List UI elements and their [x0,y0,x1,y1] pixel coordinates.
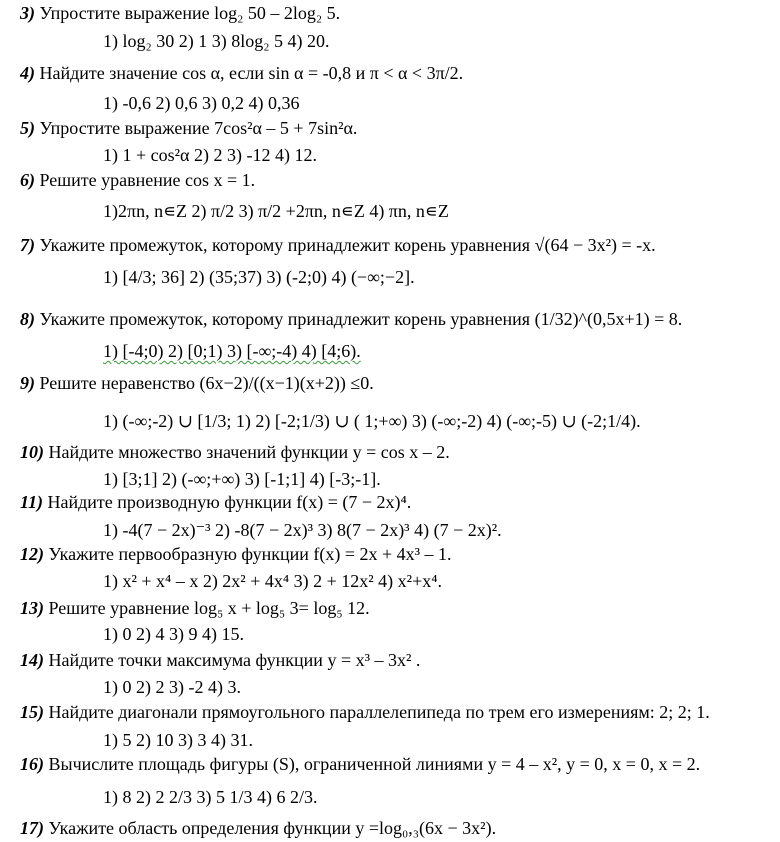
question-6 [20,169,255,191]
question-number: 8) [20,309,35,329]
question-text: Решите неравенство (6x−2)/((x−1)(x+2)) ≤0. [39,373,374,393]
question-7-options: 1) [4/3; 36] 2) (35;37) 3) (-2;0) 4) (−∞;−2]. [103,267,415,287]
question-17 [20,817,496,839]
question-text: Решите уравнение cos x = 1. [39,170,256,190]
question-text: Укажите промежуток, которому принадлежит корень уравнения (1/32)^(0,5x+1) = 8. [39,309,683,329]
question-12-options: 1) x² + x⁴ – x 2) 2x² + 4x⁴ 3) 2 + 12x² 4) x²+x⁴. [103,571,442,591]
question-7 [20,234,656,256]
question-3-options: 1) log₂ 30 2) 1 3) 8log₂ 5 4) 20. [103,31,330,51]
question-text: Укажите первообразную функции f(x) = 2x + 4x³ – 1. [48,544,452,564]
question-text: Найдите производную функции f(x) = (7 − 2x)⁴. [47,492,412,512]
question-14-options: 1) 0 2) 2 3) -2 4) 3. [103,677,241,697]
question-number: 3) [20,3,35,23]
question-number: 6) [20,170,35,190]
question-11-options: 1) -4(7 − 2x)⁻³ 2) -8(7 − 2x)³ 3) 8(7 − 2x)³ 4) (7 − 2x)². [103,520,502,540]
question-10 [20,441,450,463]
question-text: Найдите точки максимума функции y = x³ – 3x² . [48,650,421,670]
question-text: Найдите значение cos α, если sin α = -0,8 и π < α < 3π/2. [39,63,464,83]
question-11 [20,491,411,513]
question-number: 17) [20,818,44,838]
question-number: 7) [20,235,35,255]
question-15-options: 1) 5 2) 10 3) 3 4) 31. [103,730,253,750]
question-10-options: 1) [3;1] 2) (-∞;+∞) 3) [-1;1] 4) [-3;-1]. [103,469,381,489]
question-9-options: 1) (-∞;-2) ∪ [1/3; 1) 2) [-2;1/3) ∪ ( 1;+∞) 3) (-∞;-2) 4) (-∞;-5) ∪ (-2;1/4). [103,411,641,431]
question-text: Вычислите площадь фигуры (S), ограниченной линиями y = 4 – x², y = 0, x = 0, x = 2. [48,754,701,774]
question-16-options: 1) 8 2) 2 2/3 3) 5 1/3 4) 6 2/3. [103,787,318,807]
question-13-options: 1) 0 2) 4 3) 9 4) 15. [103,624,244,644]
question-number: 13) [20,598,44,618]
question-4-options: 1) -0,6 2) 0,6 3) 0,2 4) 0,36 [103,93,300,113]
question-number: 4) [20,63,35,83]
question-4 [20,62,463,84]
question-text: Упростите выражение log₂ 50 – 2log₂ 5. [39,3,341,23]
question-number: 15) [20,702,44,722]
question-text: Укажите область определения функции y =log₀,₃(6x − 3x²). [48,818,497,838]
question-number: 5) [20,118,35,138]
question-16 [20,753,700,775]
question-number: 10) [20,442,44,462]
question-number: 11) [20,492,44,512]
question-number: 9) [20,373,35,393]
question-number: 14) [20,650,44,670]
question-14 [20,649,420,671]
question-6-options: 1)2πn, n∊Z 2) π/2 3) π/2 +2πn, n∊Z 4) πn, n∊Z [103,201,449,221]
question-8 [20,308,682,330]
question-text: Найдите множество значений функции y = cos x – 2. [48,442,450,462]
question-text: Упростите выражение 7cos²α – 5 + 7sin²α. [39,118,358,138]
question-9 [20,372,374,394]
question-number: 12) [20,544,44,564]
question-5 [20,117,357,139]
question-13 [20,597,370,619]
question-text: Укажите промежуток, которому принадлежит корень уравнения √(64 − 3x²) = -x. [39,235,656,255]
question-text: Найдите диагонали прямоугольного параллелепипеда по трем его измерениям: 2; 2; 1. [48,702,710,722]
question-8-options: 1) [-4;0) 2) [0;1) 3) [-∞;-4) 4) [4;6). [103,341,361,361]
question-12 [20,543,452,565]
question-5-options: 1) 1 + cos²α 2) 2 3) -12 4) 12. [103,145,317,165]
question-3 [20,2,340,24]
question-text: Решите уравнение log₅ x + log₅ 3= log₅ 12. [48,598,370,618]
question-number: 16) [20,754,44,774]
question-15 [20,701,710,723]
